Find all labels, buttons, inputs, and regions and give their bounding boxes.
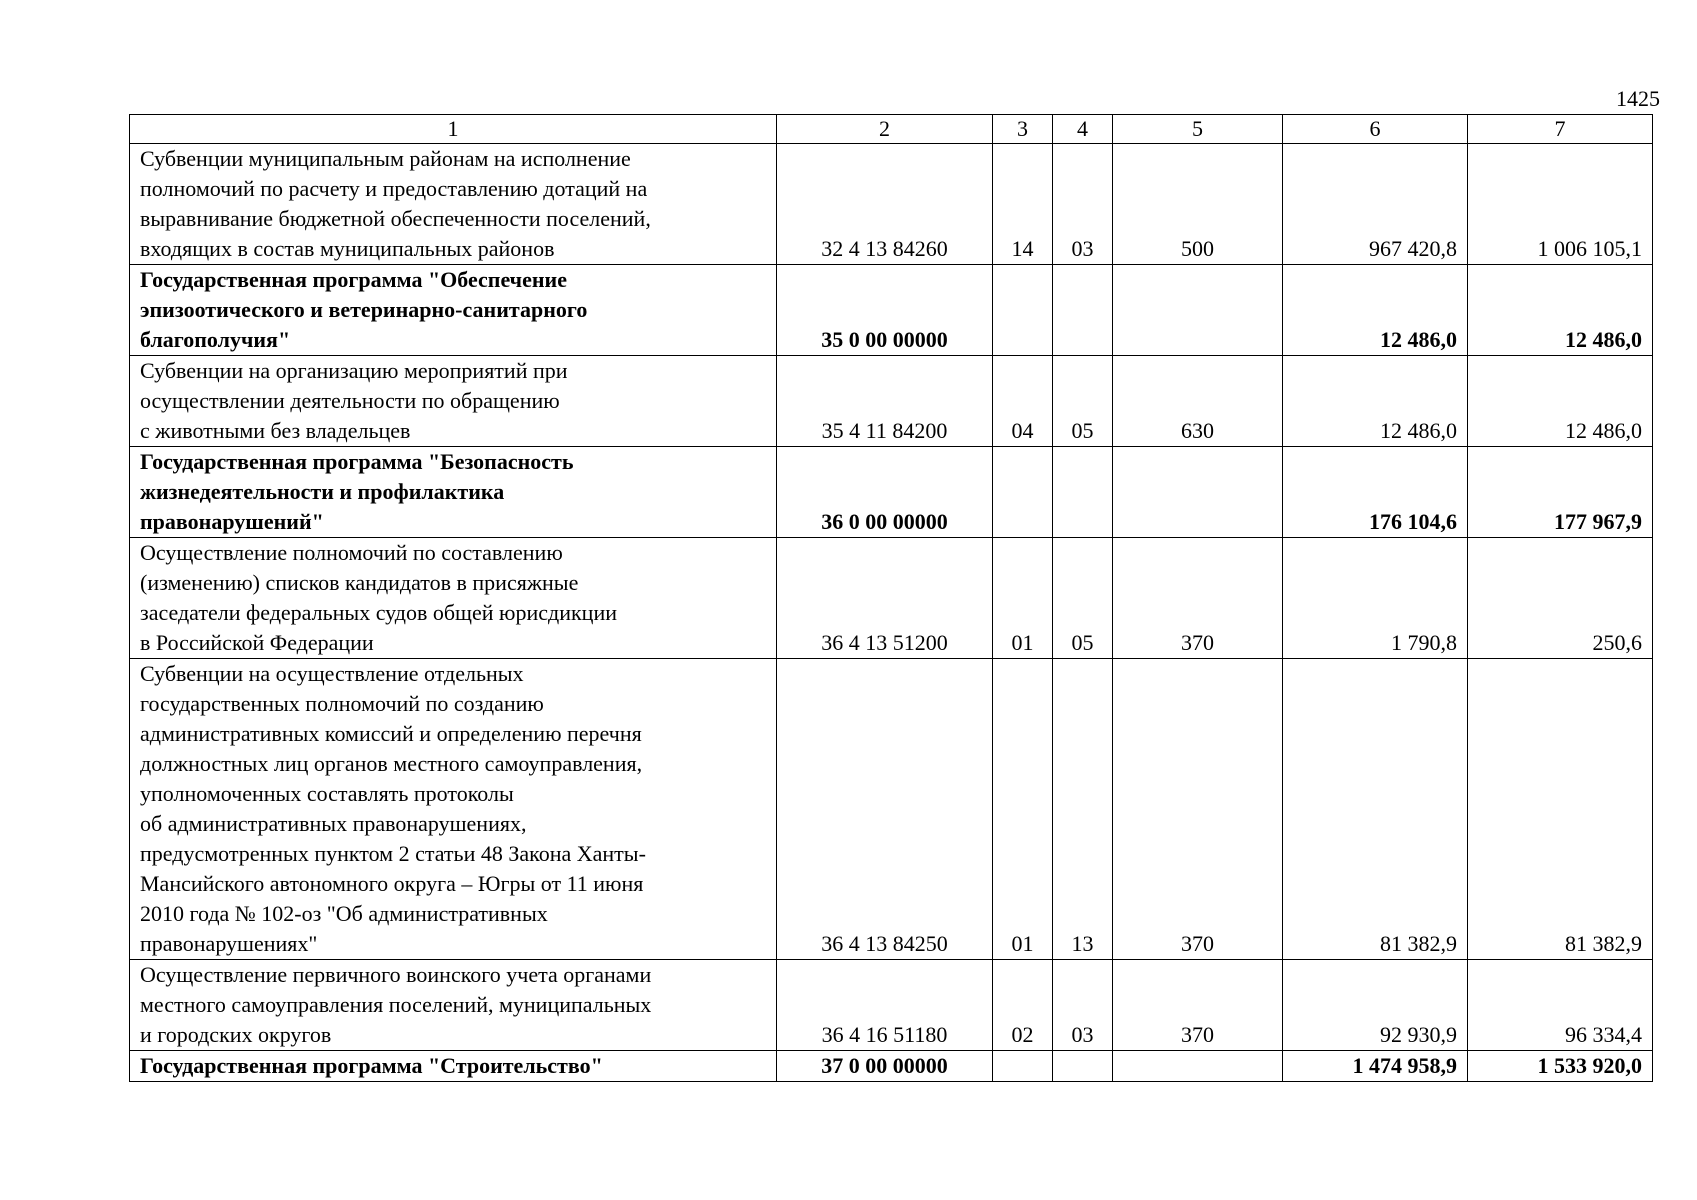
column-header: 2 bbox=[777, 115, 993, 144]
row-amount-col7-cell: 1 006 105,1 bbox=[1468, 144, 1653, 265]
column-header: 5 bbox=[1113, 115, 1283, 144]
row-section-cell: 01 bbox=[993, 659, 1053, 960]
column-header: 4 bbox=[1053, 115, 1113, 144]
row-name-cell: Осуществление полномочий по составлению (изменению) списков кандидатов в присяжные заседатели федеральных судов общей юрисдикции в Российской Федерации bbox=[130, 538, 777, 659]
row-amount-col6-cell: 12 486,0 bbox=[1283, 265, 1468, 356]
row-amount-col7-cell: 81 382,9 bbox=[1468, 659, 1653, 960]
row-subsection-cell bbox=[1053, 447, 1113, 538]
row-section-cell: 02 bbox=[993, 960, 1053, 1051]
row-section-cell bbox=[993, 265, 1053, 356]
row-amount-col7-cell: 12 486,0 bbox=[1468, 265, 1653, 356]
row-amount-col7-cell: 1 533 920,0 bbox=[1468, 1051, 1653, 1082]
table-row bbox=[130, 356, 1653, 447]
row-amount-col6-cell: 967 420,8 bbox=[1283, 144, 1468, 265]
row-subsection-cell: 05 bbox=[1053, 356, 1113, 447]
row-code-cell: 32 4 13 84260 bbox=[777, 144, 993, 265]
row-code-cell: 36 4 16 51180 bbox=[777, 960, 993, 1051]
table-row bbox=[130, 144, 1653, 265]
program-total-row bbox=[130, 447, 1653, 538]
row-code-cell: 36 0 00 00000 bbox=[777, 447, 993, 538]
row-subsection-cell bbox=[1053, 1051, 1113, 1082]
row-name-cell: Субвенции на организацию мероприятий при осуществлении деятельности по обращению с животными без владельцев bbox=[130, 356, 777, 447]
row-name-cell: Осуществление первичного воинского учета органами местного самоуправления поселений, муниципальных и городских округов bbox=[130, 960, 777, 1051]
row-subsection-cell: 03 bbox=[1053, 960, 1113, 1051]
row-expense-type-cell: 370 bbox=[1113, 960, 1283, 1051]
column-header: 6 bbox=[1283, 115, 1468, 144]
table-row bbox=[130, 659, 1653, 960]
row-section-cell: 04 bbox=[993, 356, 1053, 447]
row-subsection-cell: 03 bbox=[1053, 144, 1113, 265]
column-header: 1 bbox=[130, 115, 777, 144]
row-expense-type-cell: 500 bbox=[1113, 144, 1283, 265]
table-row bbox=[130, 538, 1653, 659]
column-header: 3 bbox=[993, 115, 1053, 144]
row-name-cell: Государственная программа "Безопасность жизнедеятельности и профилактика правонарушений" bbox=[130, 447, 777, 538]
row-code-cell: 37 0 00 00000 bbox=[777, 1051, 993, 1082]
row-amount-col7-cell: 12 486,0 bbox=[1468, 356, 1653, 447]
row-code-cell: 36 4 13 84250 bbox=[777, 659, 993, 960]
row-code-cell: 35 4 11 84200 bbox=[777, 356, 993, 447]
row-name-cell: Субвенции муниципальным районам на исполнение полномочий по расчету и предоставлению дотаций на выравнивание бюджетной обеспеченности поселений, входящих в состав муниципальных районов bbox=[130, 144, 777, 265]
row-amount-col6-cell: 176 104,6 bbox=[1283, 447, 1468, 538]
row-amount-col7-cell: 250,6 bbox=[1468, 538, 1653, 659]
table-row bbox=[130, 960, 1653, 1051]
row-amount-col7-cell: 177 967,9 bbox=[1468, 447, 1653, 538]
row-section-cell bbox=[993, 1051, 1053, 1082]
row-name-cell: Субвенции на осуществление отдельных государственных полномочий по созданию административных комиссий и определению перечня должностных лиц органов местного самоуправления, уполномоченных составлять протоколы об административных правонарушениях, предусмотренных пунктом 2 статьи 48 Закона Ханты- Мансийского автономного округа – Югры от 11 июня 2010 года № 102-оз "Об административных правонарушениях" bbox=[130, 659, 777, 960]
column-header: 7 bbox=[1468, 115, 1653, 144]
row-expense-type-cell bbox=[1113, 1051, 1283, 1082]
row-amount-col7-cell: 96 334,4 bbox=[1468, 960, 1653, 1051]
program-total-row bbox=[130, 265, 1653, 356]
row-amount-col6-cell: 92 930,9 bbox=[1283, 960, 1468, 1051]
program-total-row bbox=[130, 1051, 1653, 1082]
row-expense-type-cell bbox=[1113, 265, 1283, 356]
row-name-cell: Государственная программа "Обеспечение эпизоотического и ветеринарно-санитарного благополучия" bbox=[130, 265, 777, 356]
row-subsection-cell: 13 bbox=[1053, 659, 1113, 960]
row-code-cell: 36 4 13 51200 bbox=[777, 538, 993, 659]
row-section-cell bbox=[993, 447, 1053, 538]
page-number: 1425 bbox=[1616, 86, 1660, 111]
column-number-header-row bbox=[130, 115, 1653, 144]
row-expense-type-cell: 370 bbox=[1113, 659, 1283, 960]
row-amount-col6-cell: 81 382,9 bbox=[1283, 659, 1468, 960]
row-expense-type-cell bbox=[1113, 447, 1283, 538]
row-subsection-cell: 05 bbox=[1053, 538, 1113, 659]
budget-table bbox=[129, 114, 1653, 1082]
row-expense-type-cell: 370 bbox=[1113, 538, 1283, 659]
row-amount-col6-cell: 12 486,0 bbox=[1283, 356, 1468, 447]
row-subsection-cell bbox=[1053, 265, 1113, 356]
row-amount-col6-cell: 1 790,8 bbox=[1283, 538, 1468, 659]
row-expense-type-cell: 630 bbox=[1113, 356, 1283, 447]
row-amount-col6-cell: 1 474 958,9 bbox=[1283, 1051, 1468, 1082]
row-name-cell: Государственная программа "Строительство" bbox=[130, 1051, 777, 1082]
row-section-cell: 14 bbox=[993, 144, 1053, 265]
row-code-cell: 35 0 00 00000 bbox=[777, 265, 993, 356]
row-section-cell: 01 bbox=[993, 538, 1053, 659]
